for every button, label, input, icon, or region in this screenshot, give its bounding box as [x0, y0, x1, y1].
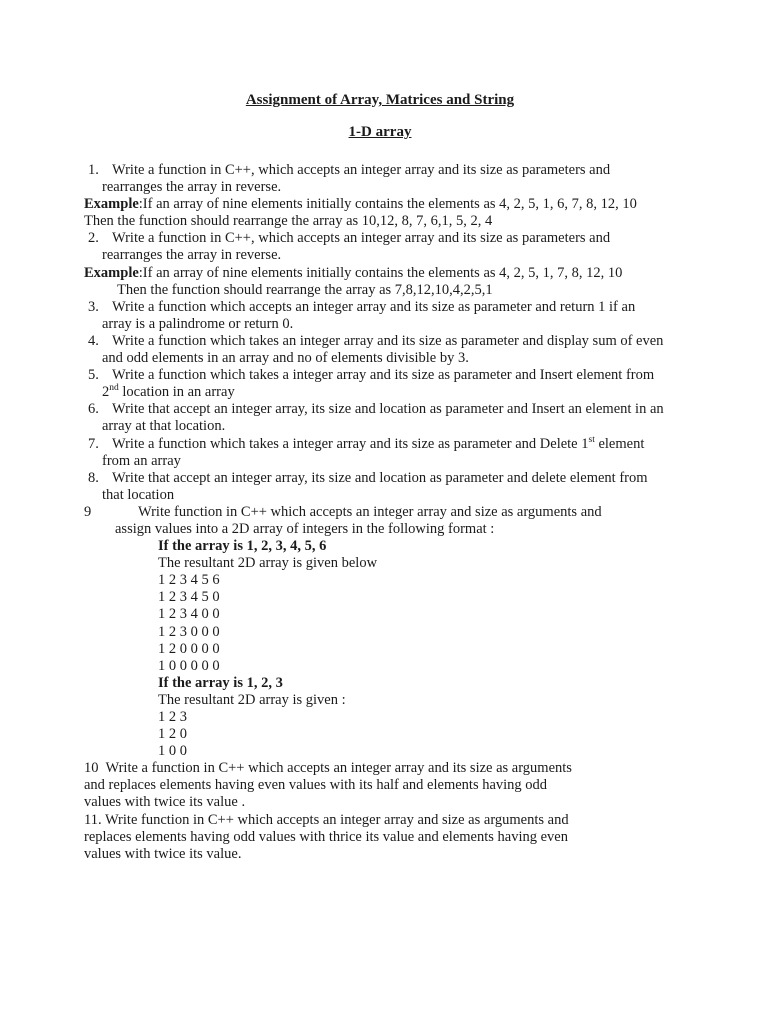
item-3-line-2: array is a palindrome or return 0. [102, 315, 294, 332]
format-1-caption: The resultant 2D array is given below [158, 555, 378, 572]
matrix-1-row: 1 2 3 4 5 0 [158, 589, 220, 606]
example-2-result: Then the function should rearrange the array as 7,8,12,10,4,2,5,1 [117, 281, 493, 298]
matrix-2-row: 1 2 0 [158, 726, 187, 743]
item-8-line-2: that location [102, 486, 175, 503]
item-11-line-2: replaces elements having odd values with thrice its value and elements having even [84, 828, 568, 845]
matrix-1-row: 1 2 0 0 0 0 [158, 640, 220, 657]
example-1-text: :If an array of nine elements initially contains the elements as 4, 2, 5, 1, 6, 7, 8, 12, 10 [138, 196, 637, 213]
item-1-line-2: rearranges the array in reverse. [102, 179, 282, 196]
item-3-text: Write a function which accepts an integer array and its size as parameter and return 1 if an [112, 298, 636, 315]
example-2 [84, 265, 724, 282]
format-1-heading: If the array is 1, 2, 3, 4, 5, 6 [158, 538, 327, 555]
item-1-text: Write a function in C++, which accepts an integer array and its size as parameters and [112, 162, 611, 178]
item-7-number: 7. [88, 435, 99, 452]
matrix-1-row: 1 2 3 4 5 6 [158, 572, 220, 589]
item-9-line-2: assign values into a 2D array of integers in the following format : [115, 520, 495, 537]
item-7-line-1 [84, 436, 724, 453]
item-2-line-1 [84, 230, 724, 247]
matrix-1-row: 1 0 0 0 0 0 [158, 657, 220, 674]
item-2-text: Write a function in C++, which accepts an integer array and its size as parameters and [112, 230, 611, 247]
item-8-line-1 [84, 470, 724, 487]
item-8-number: 8. [88, 469, 99, 486]
item-4-text: Write a function which takes an integer array and its size as parameter and display sum of even [112, 332, 664, 349]
item-5-number: 5. [88, 367, 99, 384]
item-5-line-2-text: location in an array [118, 384, 235, 401]
item-6-text: Write that accept an integer array, its size and location as parameter and Insert an element in an [112, 401, 664, 418]
example-2-label: Example [84, 264, 139, 281]
format-2-heading: If the array is 1, 2, 3 [158, 674, 283, 691]
matrix-2-row: 1 2 3 [158, 709, 187, 725]
matrix-2-row: 1 0 0 [158, 743, 187, 760]
item-5-line-1 [84, 367, 724, 384]
item-7-text-tail: element [594, 435, 645, 452]
matrix-1-row: 1 2 3 4 0 0 [158, 606, 220, 623]
matrix-1-row: 1 2 3 0 0 0 [158, 623, 220, 640]
item-6-line-1 [84, 401, 724, 418]
item-6-number: 6. [88, 401, 99, 418]
item-10-line-1: 10 Write a function in C++ which accepts an integer array and its size as arguments [84, 760, 572, 777]
document-body [84, 162, 724, 863]
example-2-text: :If an array of nine elements initially contains the elements as 4, 2, 5, 1, 7, 8, 12, 10 [138, 264, 623, 281]
example-1 [84, 196, 724, 213]
item-4-number: 4. [88, 332, 99, 349]
item-3-line-1 [84, 299, 724, 316]
item-5-ordinal-suffix: nd [109, 383, 119, 394]
item-1-line-1 [84, 162, 724, 179]
item-4-line-1 [84, 333, 724, 350]
document-title: Assignment of Array, Matrices and String [245, 92, 515, 108]
item-8-text: Write that accept an integer array, its size and location as parameter and delete element from [112, 469, 648, 486]
example-1-label: Example [84, 196, 139, 213]
item-3-number: 3. [88, 298, 99, 315]
item-2-number: 2. [88, 230, 99, 247]
item-2-line-2: rearranges the array in reverse. [102, 247, 282, 264]
item-7-text: Write a function which takes a integer array and its size as parameter and Delete 1 [112, 435, 589, 452]
item-9-line-1 [84, 504, 724, 521]
item-7-line-2: from an array [102, 452, 181, 469]
item-10-line-2: and replaces elements having even values with its half and elements having odd [84, 777, 548, 794]
item-11-line-1: 11. Write function in C++ which accepts an integer array and size as arguments and [84, 811, 569, 828]
example-1-result: Then the function should rearrange the array as 10,12, 8, 7, 6,1, 5, 2, 4 [84, 213, 493, 230]
item-1-number: 1. [88, 162, 99, 178]
item-6-line-2: array at that location. [102, 418, 226, 435]
item-9-number: 9 [84, 503, 92, 520]
item-5-ordinal-base: 2 [102, 384, 110, 401]
format-2-caption: The resultant 2D array is given : [158, 691, 346, 708]
item-4-line-2: and odd elements in an array and no of elements divisible by 3. [102, 350, 469, 367]
item-10-line-3: values with twice its value . [84, 794, 246, 811]
item-5-line-2 [84, 384, 724, 401]
item-11-line-3: values with twice its value. [84, 845, 242, 862]
item-5-text: Write a function which takes a integer array and its size as parameter and Insert element from [112, 367, 655, 384]
item-9-text: Write function in C++ which accepts an integer array and size as arguments and [138, 503, 602, 520]
item-7-ordinal-suffix: st [588, 434, 595, 445]
section-heading-1d-array: 1-D array [348, 124, 412, 140]
